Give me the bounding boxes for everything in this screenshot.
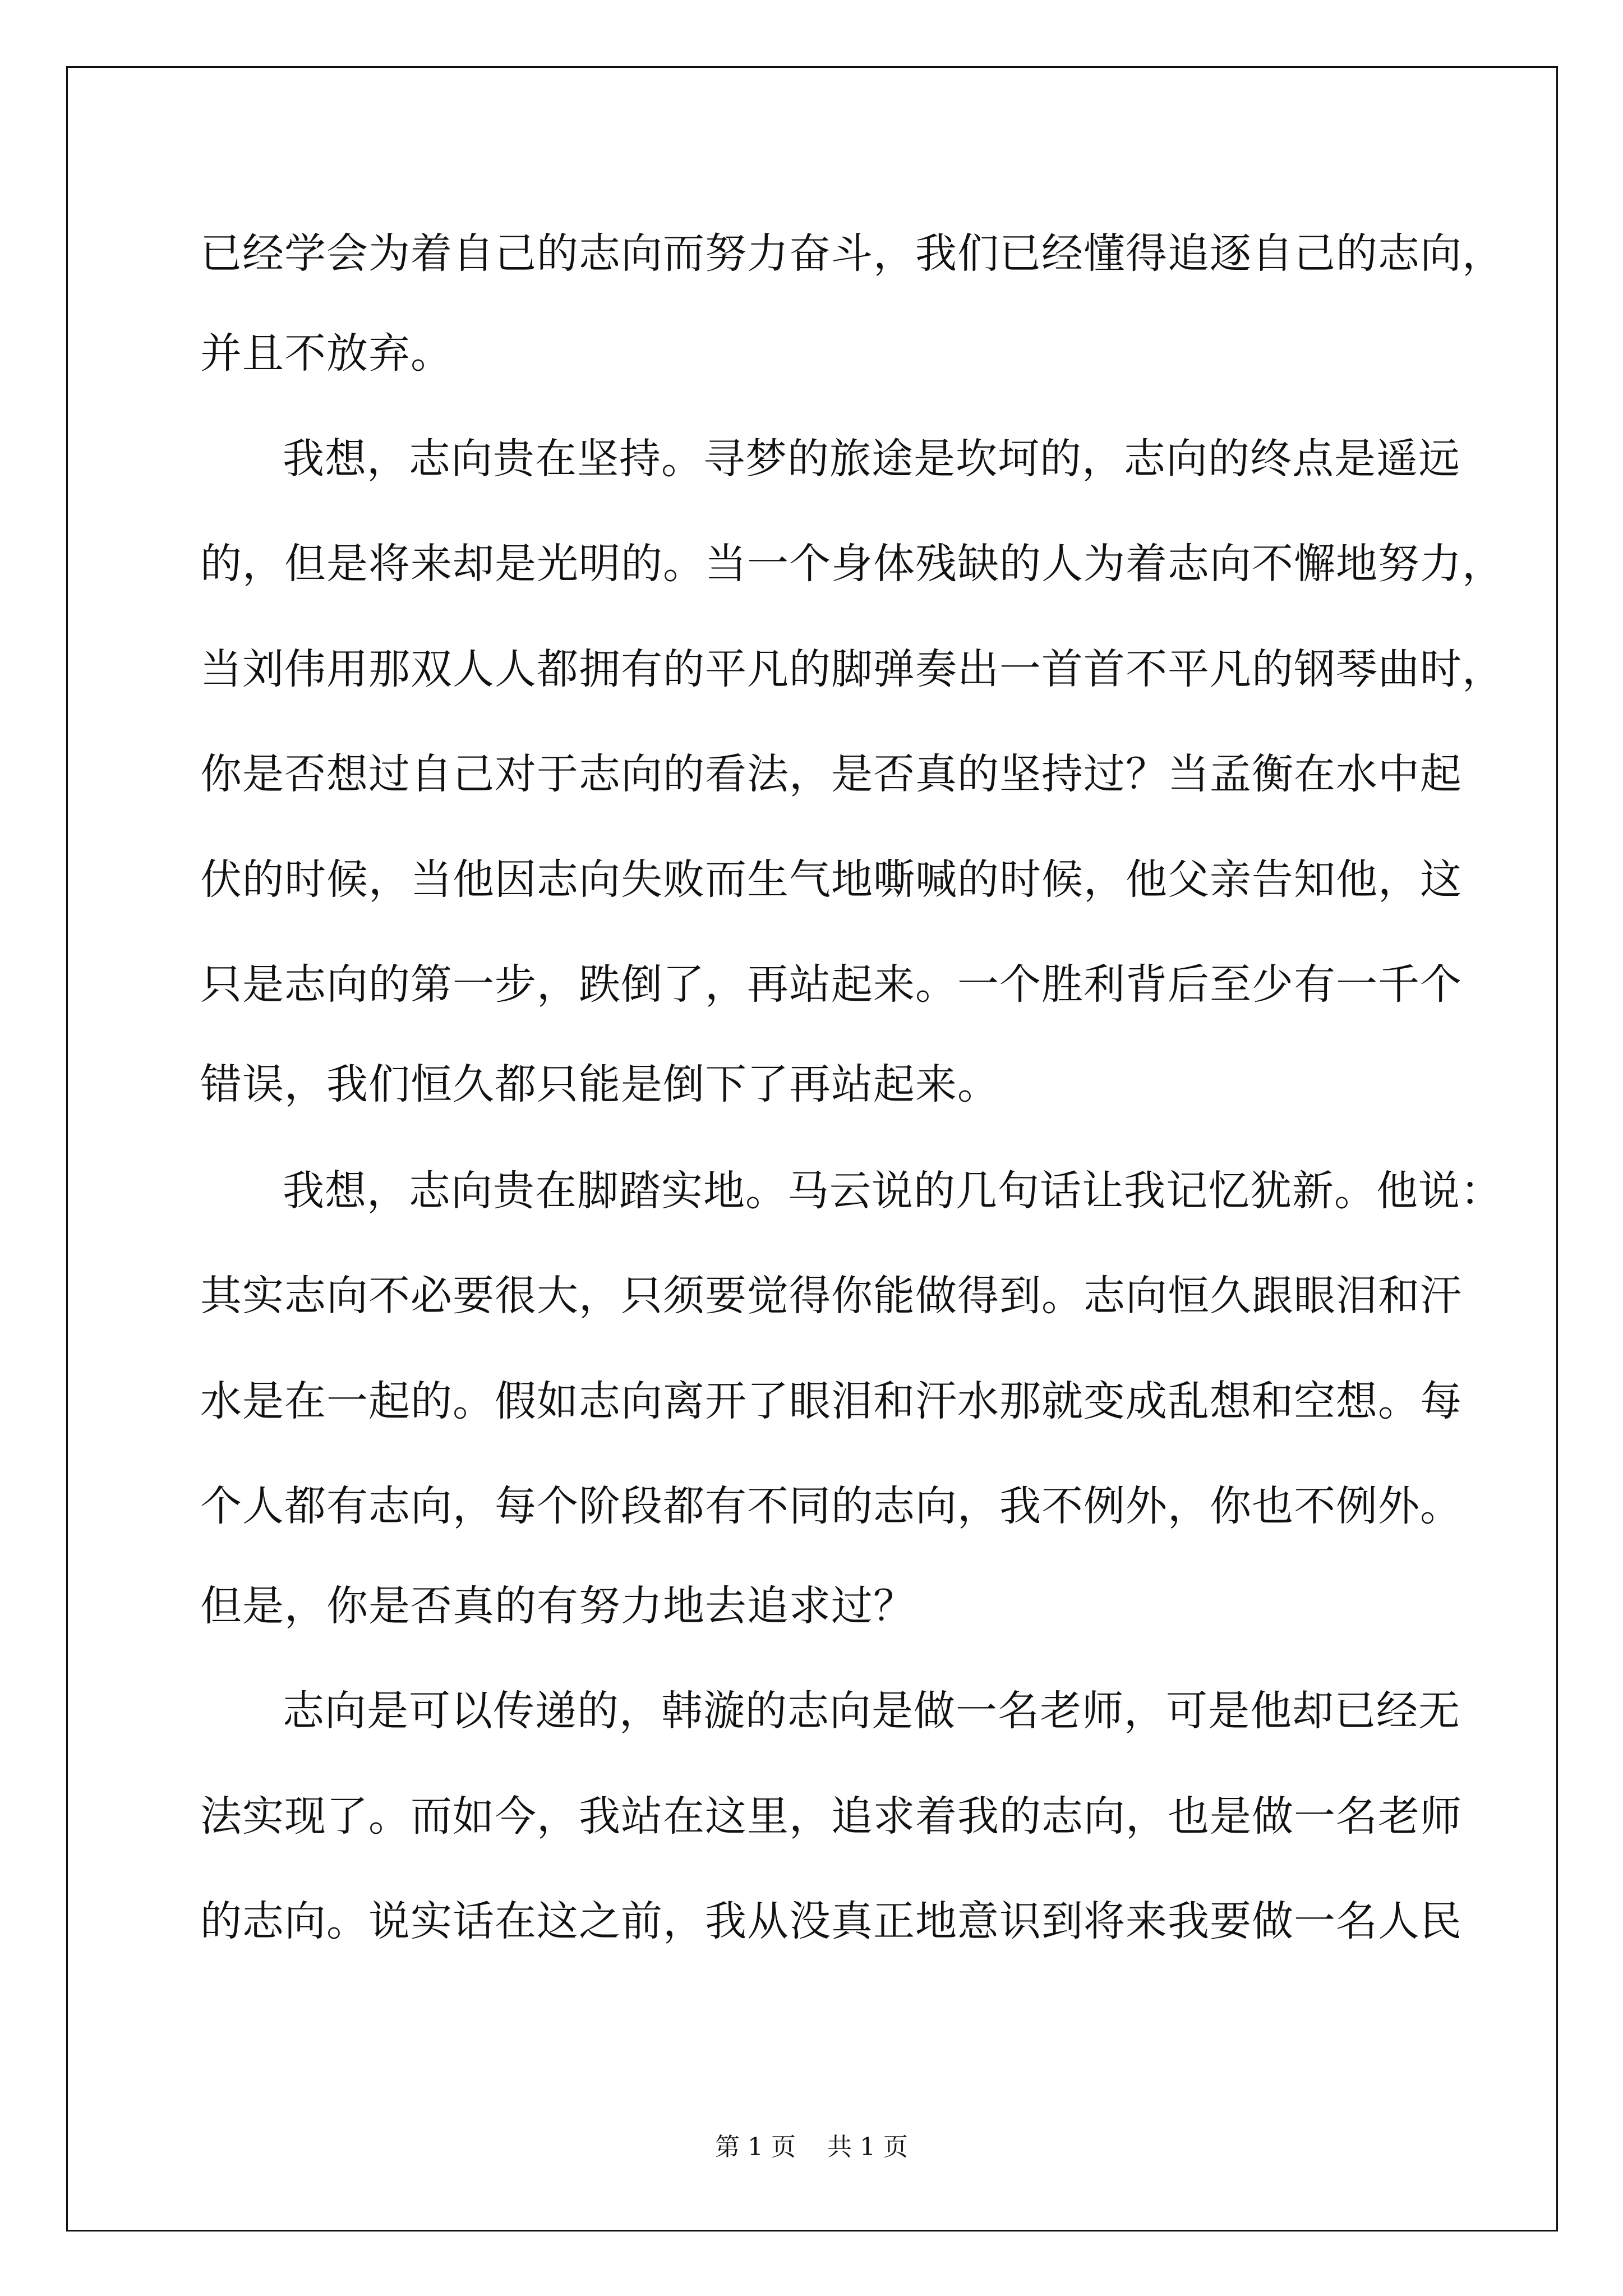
paragraph-start-line: 我想，志向贵在脚踏实地。马云说的几句话让我记忆犹新。他说： (283, 1167, 1502, 1215)
text-line: 其实志向不必要很大，只须要觉得你能做得到。志向恒久跟眼泪和汗 (200, 1272, 1462, 1320)
text-line: 的志向。说实话在这之前，我从没真正地意识到将来我要做一名人民 (200, 1897, 1462, 1945)
text-line: 错误，我们恒久都只能是倒下了再站起来。 (200, 1060, 999, 1108)
text-line: 并且不放弃。 (200, 329, 453, 378)
text-line: 但是，你是否真的有努力地去追求过？ (200, 1582, 915, 1630)
text-line: 当刘伟用那双人人都拥有的平凡的脚弹奏出一首首不平凡的钢琴曲时， (200, 645, 1504, 693)
text-line: 水是在一起的。假如志向离开了眼泪和汗水那就变成乱想和空想。每 (200, 1377, 1462, 1425)
text-line: 你是否想过自己对于志向的看法，是否真的坚持过？当孟衡在水中起 (200, 750, 1462, 798)
paragraph-start-line: 志向是可以传递的，韩漩的志向是做一名老师，可是他却已经无 (283, 1687, 1460, 1735)
text-line: 的，但是将来却是光明的。当一个身体残缺的人为着志向不懈地努力， (200, 540, 1504, 588)
text-line: 已经学会为着自己的志向而努力奋斗，我们已经懂得追逐自己的志向， (200, 229, 1504, 278)
page-number: 第 1 页 共 1 页 (715, 2133, 908, 2161)
text-line: 伏的时候，当他因志向失败而生气地嘶喊的时候，他父亲告知他，这 (200, 855, 1462, 904)
text-line: 法实现了。而如今，我站在这里，追求着我的志向，也是做一名老师 (200, 1792, 1462, 1841)
paragraph-start-line: 我想，志向贵在坚持。寻梦的旅途是坎坷的，志向的终点是遥远 (283, 435, 1460, 483)
text-line: 个人都有志向，每个阶段都有不同的志向，我不例外，你也不例外。 (200, 1482, 1462, 1530)
text-line: 只是志向的第一步，跌倒了，再站起来。一个胜利背后至少有一千个 (200, 960, 1462, 1009)
